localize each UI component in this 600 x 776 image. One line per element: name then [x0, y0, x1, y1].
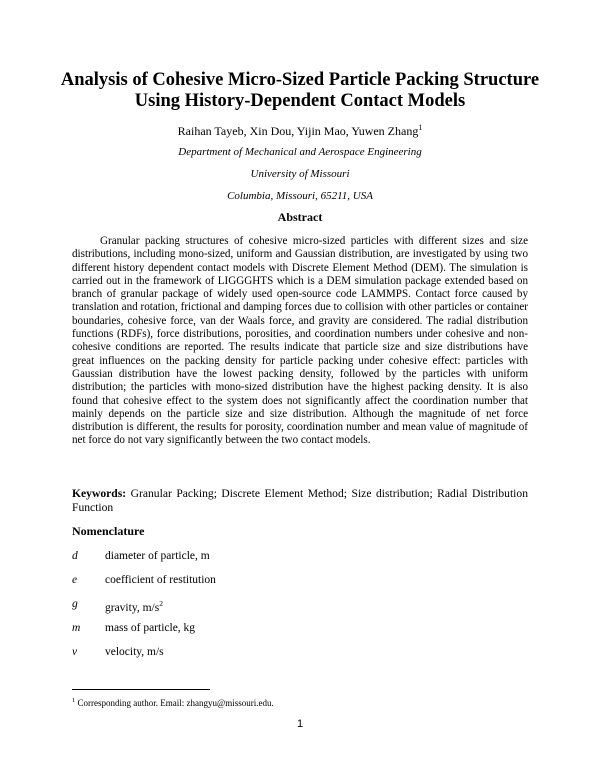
- abstract-heading: Abstract: [277, 210, 323, 224]
- footnote-divider: [72, 689, 210, 690]
- keywords-text: Granular Packing; Discrete Element Method; Size distribution; Radial Distribution Function: [72, 487, 528, 514]
- nomenclature-item: [72, 573, 528, 587]
- nomenclature-item: [72, 621, 528, 635]
- nomenclature-definition: coefficient of restitution: [105, 574, 216, 586]
- nomenclature-superscript: 2: [159, 599, 163, 608]
- keywords-label: Keywords:: [72, 487, 127, 500]
- paper-title-line-2: Using History-Dependent Contact Models: [134, 91, 466, 111]
- nomenclature-item: [72, 645, 528, 659]
- footnote-mark: 1: [72, 697, 76, 704]
- nomenclature-definition: velocity, m/s: [105, 646, 164, 658]
- paper-title-line-1: Analysis of Cohesive Micro-Sized Particle Packing Structure: [60, 70, 540, 90]
- nomenclature-definition: mass of particle, kg: [105, 622, 196, 634]
- nomenclature-symbol: g: [72, 598, 78, 610]
- page-number: 1: [296, 718, 304, 730]
- author-footnote-mark: 1: [418, 123, 423, 132]
- nomenclature-heading: Nomenclature: [72, 524, 145, 538]
- abstract-text: Granular packing structures of cohesive micro-sized particles with different sizes and size distributions, including mono-sized, uniform and Gaussian distribution, are investigated by using two different history dependent contact models with Discrete Element Method (DEM). The simulation is carried out in the framework of LIGGGHTS which is a DEM simulation package extended based on branch of granular package of widely used open-source code LAMMPS. Contact force caused by translation and rotation, frictional and damping forces due to collision with other particles or container boundaries, cohesive force, van der Waals force, and gravity are considered. The radial distribution functions (RDFs), force distributions, porosities, and coordination numbers under cohesive and non-cohesive conditions are reported. The results indicate that particle size and size distributions have great influences on the packing density for particle packing under cohesive effect: particles with Gaussian distribution have the lowest packing density, followed by the particles with uniform distribution; the particles with mono-sized distribution have the highest packing density. It is also found that cohesive effect to the system does not significantly affect the coordination number that mainly depends on the particle size and size distribution. Although the magnitude of net force distribution is different, the results for porosity, coordination number and mean value of magnitude of net force do not vary significantly between the two contact models.: [72, 235, 528, 447]
- affiliation-department: Department of Mechanical and Aerospace Engineering: [178, 146, 422, 158]
- author-names: Raihan Tayeb, Xin Dou, Yijin Mao, Yuwen Zhang: [177, 124, 419, 138]
- nomenclature-definition-text: gravity, m/s: [105, 601, 160, 614]
- author-list: [60, 121, 540, 138]
- nomenclature-item: [72, 549, 528, 563]
- footnote: [72, 695, 274, 709]
- nomenclature-symbol: v: [72, 646, 78, 658]
- nomenclature-definition: [105, 597, 163, 615]
- nomenclature-definition: diameter of particle, m: [105, 550, 210, 562]
- paper-title: [60, 70, 540, 112]
- footnote-text: Corresponding author. Email: zhangyu@missouri.edu.: [77, 698, 274, 708]
- affiliation-university: University of Missouri: [250, 168, 350, 180]
- nomenclature-symbol: d: [72, 550, 78, 562]
- nomenclature-item: [72, 597, 528, 614]
- nomenclature-symbol: e: [72, 574, 78, 586]
- keywords: [72, 487, 528, 515]
- affiliation-location: Columbia, Missouri, 65211, USA: [227, 190, 373, 202]
- nomenclature-symbol: m: [72, 622, 81, 634]
